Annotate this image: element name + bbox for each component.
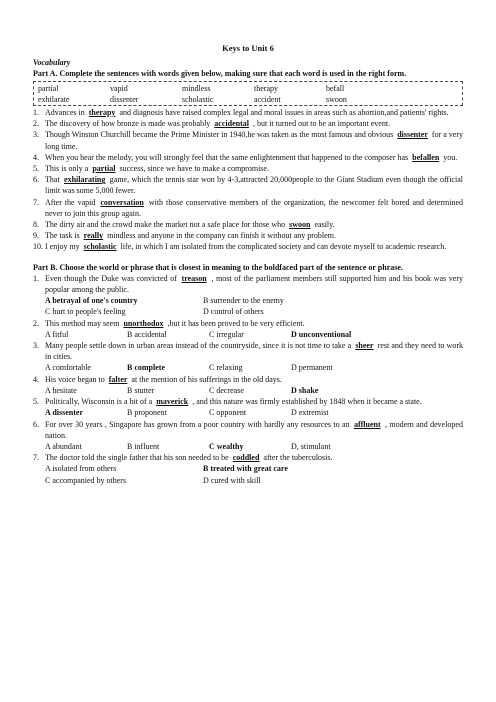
answer-word: partial [92,164,116,174]
choice-option: A comfortable [45,363,91,373]
part-a-questions [33,107,463,253]
question-number: 7. [33,453,39,463]
choice-option: C opponent [209,408,247,418]
choice-option: D control of others [203,307,264,317]
choice-row [33,329,463,340]
choice-option: A abundant [45,441,82,451]
part-a-question: 9. The task is really mindless and anyone in the company can finish it without any problem. [33,231,336,241]
part-b-question: 3. Many people settle down in urban areas instead of the countryside, since it is not time to take a sheer rest and they need to work in cities. [33,341,463,362]
choice-option: A dissenter [45,408,83,418]
answer-word: swoon [289,220,311,230]
question-number: 3. [33,130,39,140]
answer-word: therapy [88,108,116,118]
word-box-word: befall [326,83,345,93]
word-box [33,81,463,106]
answer-word: scholastic [83,242,117,252]
part-b-question: 6. For over 30 years , Singapore has grown from a poor country with hardly any resources to an affluent , modern and developed nation. [33,419,463,440]
answer-word: maverick [156,397,189,407]
word-box-word: swoon [326,94,347,104]
part-a-heading: Part A. Complete the sentences with words given below, making sure that each word is used in the right form. [33,69,407,79]
choice-option: A hesitate [45,385,77,395]
choice-option: C wealthy [209,441,244,451]
choice-option: C hurt to people's feeling [45,307,126,317]
part-b-heading: Part B. Choose the world or phrase that is closest in meaning to the boldfaced part of the sentence or phrase. [33,262,403,272]
answer-word: exhilarating [64,175,106,185]
word-box-word: vapid [110,83,128,93]
question-number: 1. [33,273,39,283]
part-a-question: 2. The discovery of how bronze is made was probably accidental , but it turned out to be an important event. [33,119,391,129]
word-box-word: partial [38,83,59,93]
answer-word: conversation [100,197,144,207]
page-title: Keys to Unit 6 [222,43,274,53]
question-number: 4. [33,374,39,384]
choice-option: D shake [291,385,319,395]
choice-option: D cured with skill [203,475,261,485]
answer-word: falter [108,374,128,384]
answer-word: really [83,231,104,241]
choice-row [33,306,463,317]
choice-option: B treated with great care [203,464,288,474]
question-number: 6. [33,175,39,185]
choice-option: D, stimulant [291,441,331,451]
choice-row [33,295,463,306]
answer-word: sheer [355,341,374,351]
choice-option: B proponent [127,408,167,418]
choice-row [33,385,463,396]
question-number: 9. [33,231,39,241]
question-number: 1. [33,108,39,118]
part-b-question: 5. Politically, Wisconsin is a bit of a maverick , and this nature was firmly established by 1848 when it became a state. [33,397,422,407]
part-a-question: 5. This is only a partial success, since we have to make a compromise. [33,164,269,174]
part-a-question: 6. That exhilarating game, which the tennis star won by 4-3,attracted 20,000people to the Giant Stadium even though the official limit was some 5,000 fewer. [33,175,463,196]
answer-word: dissenter [397,130,428,140]
choice-option: A betrayal of one's country [45,296,138,306]
word-box-word: mindless [182,83,211,93]
answer-word: unorthodox [123,318,164,328]
part-b-questions [33,273,463,486]
part-a-question: 4. When you hear the melody, you will strongly feel that the same enlightenment that happened to the composer has befallen you. [33,152,458,162]
choice-option: B influent [127,441,160,451]
part-a-question: 8. The dirty air and the crowd make the market not a safe place for those who swoon easily. [33,220,335,230]
choice-row [33,463,463,474]
question-number: 5. [33,164,39,174]
choice-option: B complete [127,363,165,373]
choice-option: B accidental [127,329,167,339]
part-a-question: 7. After the vapid conversation with those conservative members of the organization, the newcomer felt bored and determined never to join this group again. [33,197,463,218]
choice-option: C irregular [209,329,244,339]
question-number: 6. [33,419,39,429]
choice-row [33,441,463,452]
part-b-question: 2. This method may seem unorthodox ,but it has been proved to be very efficient. [33,318,305,328]
word-box-word: exhilarate [38,94,70,104]
choice-option: C accompanied by others [45,475,127,485]
choice-option: B surrender to the enemy [203,296,284,306]
choice-option: D unconventional [291,329,352,339]
part-b-question: 4. His voice began to falter at the mention of his sufferings in the old days. [33,374,282,384]
word-box-row [38,83,458,94]
part-b-question: 1. Even though the Duke was convicted of treason , most of the parliament members still supported him and his book was very popular among the public. [33,273,463,295]
choice-option: D permanent [291,363,333,373]
choice-option: A fitful [45,329,69,339]
choice-option: B stutter [127,385,155,395]
part-a-question: 10. I enjoy my scholastic life, in which I am isolated from the complicated society and can devote myself to academic research. [33,242,447,252]
question-number: 4. [33,152,39,162]
answer-word: befallen [412,152,440,162]
question-number: 10. [33,242,43,252]
choice-option: A isolated from others [45,464,117,474]
answer-word: coddled [232,453,260,463]
choice-row [33,407,463,418]
word-box-word: dissenter [110,94,139,104]
answer-word: affluent [353,419,381,429]
answer-word: accidental [214,119,249,129]
choice-option: D extremist [291,408,329,418]
question-number: 8. [33,220,39,230]
answer-word: treason [181,273,207,283]
word-box-word: accident [254,94,281,104]
choice-option: C decrease [209,385,244,395]
question-number: 2. [33,318,39,328]
question-number: 2. [33,119,39,129]
word-box-row [38,94,458,105]
question-number: 5. [33,397,39,407]
part-a-question: 1. Advances in therapy and diagnosis have raised complex legal and moral issues in areas such as abortion,and patients' rights. [33,108,449,118]
section-heading: Vocabulary [33,58,71,68]
question-number: 3. [33,341,39,351]
choice-row [33,475,463,486]
choice-option: C relaxing [209,363,243,373]
part-b-question: 7. The doctor told the single father that his son needed to be coddled after the tuberculosis. [33,453,333,463]
word-box-word: therapy [254,83,278,93]
document-page [33,43,463,486]
word-box-word: scholastic [182,94,214,104]
part-a-question: 3. Though Winston Churchill became the Prime Minister in 1940,he was taken as the most famous and obvious dissenter for a very long time. [33,130,464,151]
question-number: 7. [33,197,39,207]
choice-row [33,362,463,373]
